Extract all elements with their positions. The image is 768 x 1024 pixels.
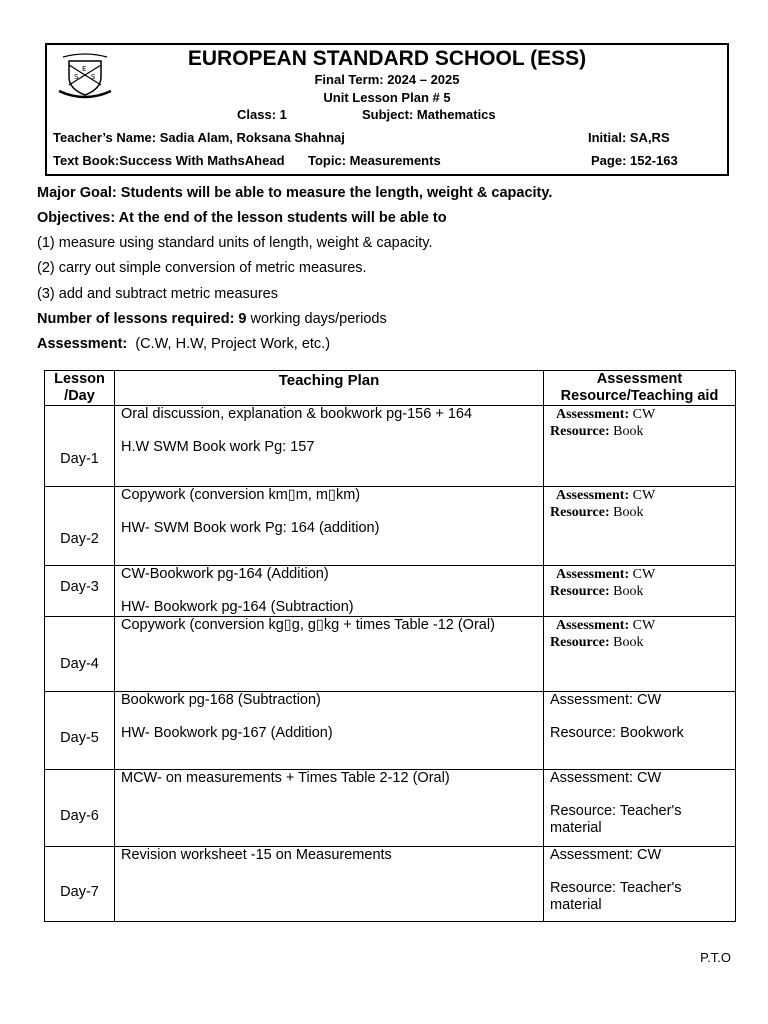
table-row: [45, 406, 736, 487]
plan-cell: [115, 617, 544, 692]
term: Final Term: 2024 – 2025: [314, 72, 460, 87]
plan-cell: [115, 847, 544, 922]
resource-cell: [544, 487, 736, 566]
table-header-row: [45, 371, 736, 406]
table-row: [45, 487, 736, 566]
resource-value: Book: [609, 505, 644, 520]
major-goal: Major Goal: Students will be able to measure the length, weight & capacity.: [37, 185, 553, 201]
plan-line: HW- Bookwork pg-167 (Addition): [121, 725, 333, 741]
initial: Initial: SA,RS: [588, 130, 670, 145]
resource-text: Resource: Teacher's material: [550, 803, 682, 836]
objectives-heading: Objectives: At the end of the lesson students will be able to: [37, 210, 447, 226]
day-cell: Day-7: [45, 847, 115, 922]
plan-line: MCW- on measurements + Times Table 2-12 (Oral): [121, 770, 450, 786]
teacher-name: Teacher’s Name: Sadia Alam, Roksana Shahnaj: [53, 130, 345, 145]
lessons-required: [37, 311, 387, 327]
assessment-line: [37, 336, 330, 352]
resource-label: Resource:: [550, 505, 610, 520]
assessment-text: Assessment: CW: [550, 692, 662, 708]
crest-letter-s1: S: [74, 73, 79, 81]
plan-cell: [115, 770, 544, 847]
day-cell: Day-4: [45, 617, 115, 692]
plan-cell: [115, 566, 544, 617]
assessment-value: CW: [629, 567, 656, 582]
resource-cell: [544, 770, 736, 847]
resource-cell: [544, 847, 736, 922]
assessment-text: Assessment: CW: [550, 770, 662, 786]
objective-3: (3) add and subtract metric measures: [37, 286, 278, 302]
class-label: Class: 1: [237, 107, 287, 122]
plan-cell: [115, 406, 544, 487]
resource-cell: [544, 566, 736, 617]
table-row: [45, 566, 736, 617]
lessons-label: Number of lessons required: 9: [37, 311, 247, 327]
plan-line: Oral discussion, explanation & bookwork pg-156 + 164: [121, 406, 473, 422]
table-row: [45, 692, 736, 770]
header-box: [45, 43, 729, 176]
table-row: [45, 847, 736, 922]
topic: Topic: Measurements: [308, 153, 441, 168]
page-range: Page: 152-163: [591, 153, 678, 168]
table-row: [45, 617, 736, 692]
assessment-label: Assessment:: [556, 407, 630, 422]
subject-label: Subject: Mathematics: [362, 107, 496, 122]
assessment-value: CW: [629, 488, 656, 503]
plan-line: Copywork (conversion kg▯g, g▯kg + times Table -12 (Oral): [121, 617, 495, 633]
day-cell: Day-3: [45, 566, 115, 617]
lessons-rest: working days/periods: [246, 311, 387, 327]
resource-cell: [544, 406, 736, 487]
plan-cell: [115, 487, 544, 566]
objective-1: (1) measure using standard units of length, weight & capacity.: [37, 235, 433, 251]
assessment-value: CW: [629, 407, 656, 422]
plan-line: HW- Bookwork pg-164 (Subtraction): [121, 599, 354, 615]
table-row: [45, 770, 736, 847]
resource-label: Resource:: [550, 635, 610, 650]
plan-number: Unit Lesson Plan # 5: [323, 90, 451, 105]
plan-line: HW- SWM Book work Pg: 164 (addition): [121, 520, 380, 536]
plan-line: H.W SWM Book work Pg: 157: [121, 439, 315, 455]
school-name: EUROPEAN STANDARD SCHOOL (ESS): [187, 47, 587, 70]
resource-cell: [544, 692, 736, 770]
plan-line: Copywork (conversion km▯m, m▯km): [121, 487, 361, 503]
resource-value: Book: [609, 635, 644, 650]
resource-label: Resource:: [550, 424, 610, 439]
assessment-label: Assessment:: [556, 567, 630, 582]
resource-value: Book: [609, 424, 644, 439]
header-day: Lesson /Day: [45, 371, 115, 406]
resource-label: Resource:: [550, 584, 610, 599]
textbook: Text Book:Success With MathsAhead: [53, 153, 285, 168]
page-turn-over: P.T.O: [700, 950, 731, 965]
plan-line: CW-Bookwork pg-164 (Addition): [121, 566, 329, 582]
assessment-rest: (C.W, H.W, Project Work, etc.): [127, 336, 331, 352]
plan-line: Bookwork pg-168 (Subtraction): [121, 692, 321, 708]
assessment-value: CW: [629, 618, 656, 633]
header-teaching-plan: Teaching Plan: [115, 371, 544, 406]
lesson-plan-table: [44, 370, 736, 922]
assessment-label: Assessment:: [37, 336, 128, 352]
day-cell: Day-6: [45, 770, 115, 847]
resource-cell: [544, 617, 736, 692]
assessment-label: Assessment:: [556, 618, 630, 633]
day-cell: Day-1: [45, 406, 115, 487]
day-cell: Day-5: [45, 692, 115, 770]
resource-text: Resource: Bookwork: [550, 725, 684, 741]
day-cell: Day-2: [45, 487, 115, 566]
objective-2: (2) carry out simple conversion of metric measures.: [37, 260, 367, 276]
assessment-text: Assessment: CW: [550, 847, 662, 863]
resource-value: Book: [609, 584, 644, 599]
crest-letter-s2: S: [91, 73, 96, 81]
plan-line: Revision worksheet -15 on Measurements: [121, 847, 392, 863]
assessment-label: Assessment:: [556, 488, 630, 503]
header-resource: Assessment Resource/Teaching aid: [544, 371, 736, 406]
plan-cell: [115, 692, 544, 770]
resource-text: Resource: Teacher's material: [550, 880, 682, 913]
crest-letter-e: E: [82, 65, 87, 73]
